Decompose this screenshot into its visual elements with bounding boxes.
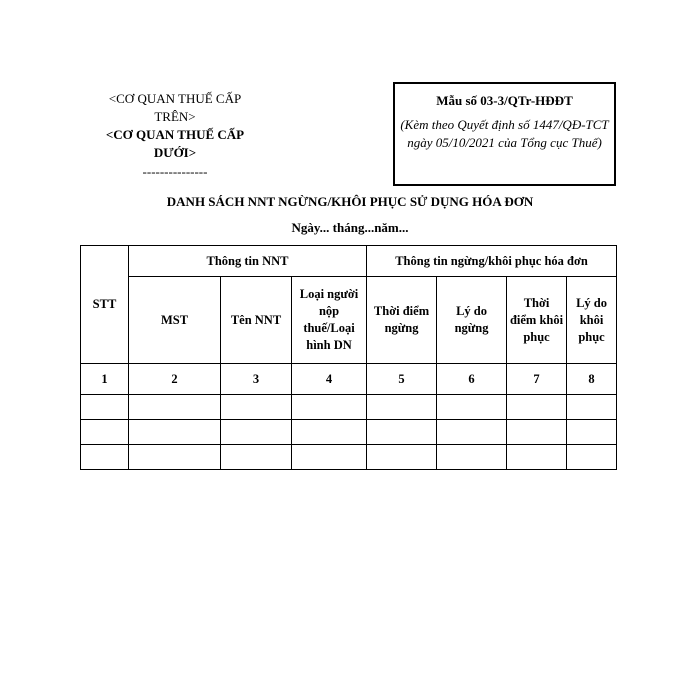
agency-block bbox=[90, 90, 260, 181]
table-cell[interactable] bbox=[221, 445, 292, 470]
table-cell[interactable] bbox=[437, 445, 507, 470]
column-number: 4 bbox=[292, 364, 367, 395]
mst-header: MST bbox=[129, 277, 221, 364]
table-row bbox=[81, 445, 617, 470]
column-number: 6 bbox=[437, 364, 507, 395]
column-number: 3 bbox=[221, 364, 292, 395]
column-number-row bbox=[81, 364, 617, 395]
table-cell[interactable] bbox=[129, 445, 221, 470]
table-cell[interactable] bbox=[567, 445, 617, 470]
table-cell[interactable] bbox=[567, 395, 617, 420]
table-cell[interactable] bbox=[367, 420, 437, 445]
form-attachment-note: (Kèm theo Quyết định số 1447/QĐ-TCT ngày 05/10/2021 của Tổng cục Thuế) bbox=[400, 117, 609, 150]
table-cell[interactable] bbox=[367, 395, 437, 420]
table-cell[interactable] bbox=[221, 420, 292, 445]
table-cell[interactable] bbox=[567, 420, 617, 445]
table-cell[interactable] bbox=[507, 420, 567, 445]
table-cell[interactable] bbox=[81, 395, 129, 420]
table-sub-header-row bbox=[81, 277, 617, 364]
stt-header: STT bbox=[81, 246, 129, 364]
table-cell[interactable] bbox=[129, 420, 221, 445]
table-cell[interactable] bbox=[81, 420, 129, 445]
column-number: 1 bbox=[81, 364, 129, 395]
table-cell[interactable] bbox=[292, 445, 367, 470]
table-cell[interactable] bbox=[221, 395, 292, 420]
table-cell[interactable] bbox=[292, 420, 367, 445]
restore-reason-header: Lý do khôi phục bbox=[567, 277, 617, 364]
suspension-info-header: Thông tin ngừng/khôi phục hóa đơn bbox=[367, 246, 617, 277]
table-cell[interactable] bbox=[437, 420, 507, 445]
taxpayer-list-table bbox=[80, 245, 617, 470]
suspension-reason-header: Lý do ngừng bbox=[437, 277, 507, 364]
form-code-box bbox=[393, 82, 616, 186]
table-cell[interactable] bbox=[292, 395, 367, 420]
column-number: 2 bbox=[129, 364, 221, 395]
table-cell[interactable] bbox=[507, 445, 567, 470]
taxpayer-type-header: Loại người nộp thuế/Loại hình DN bbox=[292, 277, 367, 364]
table-group-header-row bbox=[81, 246, 617, 277]
upper-agency-name: <CƠ QUAN THUẾ CẤP TRÊN> bbox=[108, 91, 242, 124]
table-cell[interactable] bbox=[367, 445, 437, 470]
lower-agency-name: <CƠ QUAN THUẾ CẤP DƯỚI> bbox=[105, 127, 245, 160]
suspension-time-header: Thời điểm ngừng bbox=[367, 277, 437, 364]
date-line: Ngày... tháng...năm... bbox=[291, 220, 409, 235]
table-row bbox=[81, 420, 617, 445]
table-cell[interactable] bbox=[437, 395, 507, 420]
taxpayer-info-header: Thông tin NNT bbox=[129, 246, 367, 277]
column-number: 5 bbox=[367, 364, 437, 395]
agency-divider: --------------- bbox=[142, 164, 208, 179]
column-number: 7 bbox=[507, 364, 567, 395]
table-cell[interactable] bbox=[81, 445, 129, 470]
column-number: 8 bbox=[567, 364, 617, 395]
document-title: DANH SÁCH NNT NGỪNG/KHÔI PHỤC SỬ DỤNG HÓA ĐƠN bbox=[166, 194, 534, 209]
table-cell[interactable] bbox=[129, 395, 221, 420]
table-cell[interactable] bbox=[507, 395, 567, 420]
table-row bbox=[81, 395, 617, 420]
form-code: Mẫu số 03-3/QTr-HĐĐT bbox=[436, 93, 573, 108]
restore-time-header: Thời điểm khôi phục bbox=[507, 277, 567, 364]
taxpayer-name-header: Tên NNT bbox=[221, 277, 292, 364]
